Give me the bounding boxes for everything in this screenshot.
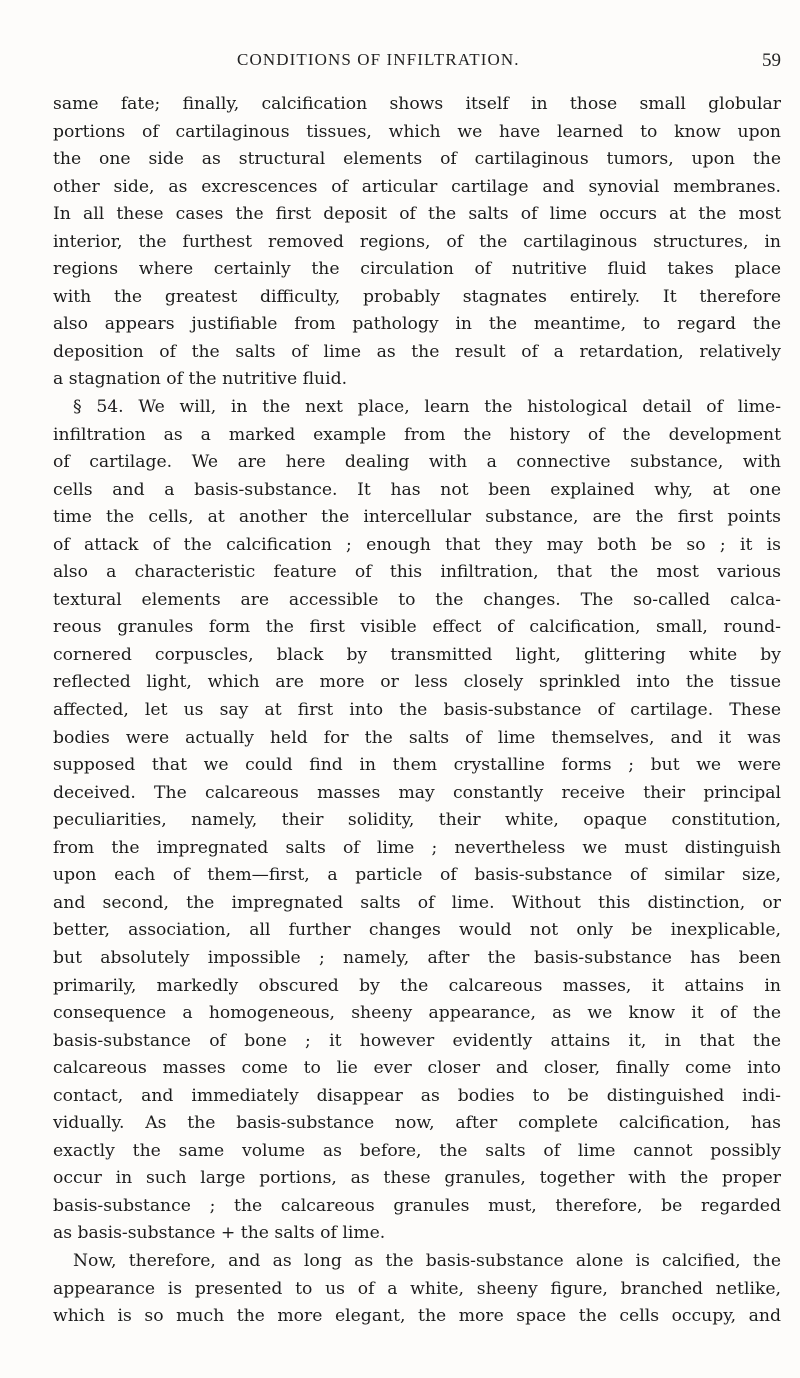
text-line: also a characteristic feature of this infiltration, that the most various bbox=[53, 562, 781, 583]
text-line: basis-substance of bone ; it however evidently attains it, in that the bbox=[53, 1030, 781, 1051]
text-line: also appears justifiable from pathology in the meantime, to regard the bbox=[53, 314, 781, 335]
text-line: Now, therefore, and as long as the basis-substance alone is calcified, the bbox=[73, 1250, 781, 1271]
text-line: of attack of the calcification ; enough that they may both be so ; it is bbox=[53, 534, 781, 555]
text-line: the one side as structural elements of cartilaginous tumors, upon the bbox=[53, 149, 781, 170]
text-line: peculiarities, namely, their solidity, their white, opaque constitution, bbox=[53, 810, 781, 831]
running-title: CONDITIONS OF INFILTRATION. bbox=[237, 50, 520, 69]
body-text bbox=[53, 91, 781, 1331]
text-line: interior, the furthest removed regions, of the cartilaginous structures, in bbox=[53, 231, 781, 252]
text-line: as basis-substance + the salts of lime. bbox=[53, 1223, 386, 1244]
text-line: deposition of the salts of lime as the result of a retardation, relatively bbox=[53, 341, 781, 362]
text-line: infiltration as a marked example from the history of the development bbox=[53, 424, 781, 445]
text-line: upon each of them—first, a particle of basis-substance of similar size, bbox=[53, 865, 781, 886]
text-line: cells and a basis-substance. It has not been explained why, at one bbox=[53, 479, 781, 500]
text-line: deceived. The calcareous masses may constantly receive their principal bbox=[53, 782, 781, 803]
text-line: calcareous masses come to lie ever closer and closer, finally come into bbox=[53, 1058, 781, 1079]
text-line: textural elements are accessible to the changes. The so-called calca- bbox=[53, 589, 781, 610]
text-line: exactly the same volume as before, the salts of lime cannot possibly bbox=[53, 1140, 781, 1161]
text-line: regions where certainly the circulation of nutritive fluid takes place bbox=[53, 259, 781, 280]
text-line: time the cells, at another the intercellular substance, are the first points bbox=[53, 507, 781, 528]
text-line: consequence a homogeneous, sheeny appearance, as we know it of the bbox=[53, 1003, 781, 1024]
text-line: which is so much the more elegant, the more space the cells occupy, and bbox=[53, 1306, 781, 1327]
text-line: portions of cartilaginous tissues, which we have learned to know upon bbox=[53, 121, 781, 142]
text-line: supposed that we could find in them crystalline forms ; but we were bbox=[53, 755, 781, 776]
text-line: other side, as excrescences of articular cartilage and synovial membranes. bbox=[53, 176, 781, 197]
text-line: bodies were actually held for the salts of lime themselves, and it was bbox=[53, 727, 781, 748]
text-line: basis-substance ; the calcareous granules must, therefore, be regarded bbox=[53, 1195, 781, 1216]
text-line: a stagnation of the nutritive fluid. bbox=[53, 369, 348, 390]
text-line: occur in such large portions, as these granules, together with the proper bbox=[53, 1168, 781, 1189]
text-line: In all these cases the first deposit of the salts of lime occurs at the most bbox=[53, 204, 781, 225]
text-line: and second, the impregnated salts of lime. Without this distinction, or bbox=[53, 892, 781, 913]
text-line: but absolutely impossible ; namely, after the basis-substance has been bbox=[53, 947, 781, 968]
text-line: affected, let us say at first into the basis-substance of cartilage. These bbox=[53, 700, 781, 721]
text-line: vidually. As the basis-substance now, after complete calcification, has bbox=[53, 1113, 781, 1134]
page-number: 59 bbox=[762, 50, 781, 71]
text-line: with the greatest difficulty, probably stagnates entirely. It therefore bbox=[53, 286, 781, 307]
text-line: reflected light, which are more or less closely sprinkled into the tissue bbox=[53, 672, 781, 693]
text-line: reous granules form the first visible effect of calcification, small, round- bbox=[53, 617, 781, 638]
text-line: from the impregnated salts of lime ; nevertheless we must distinguish bbox=[53, 837, 781, 858]
text-line: primarily, markedly obscured by the calcareous masses, it attains in bbox=[53, 975, 781, 996]
text-line: contact, and immediately disappear as bodies to be distinguished indi- bbox=[53, 1085, 781, 1106]
text-line: better, association, all further changes would not only be inexplicable, bbox=[53, 920, 781, 941]
text-line: of cartilage. We are here dealing with a connective substance, with bbox=[53, 452, 781, 473]
text-line: same fate; finally, calcification shows itself in those small globular bbox=[53, 94, 781, 114]
text-line: appearance is presented to us of a white, sheeny figure, branched netlike, bbox=[53, 1278, 781, 1299]
text-line: § 54. We will, in the next place, learn the histological detail of lime- bbox=[73, 397, 781, 418]
text-line: cornered corpuscles, black by transmitted light, glittering white by bbox=[53, 644, 781, 665]
